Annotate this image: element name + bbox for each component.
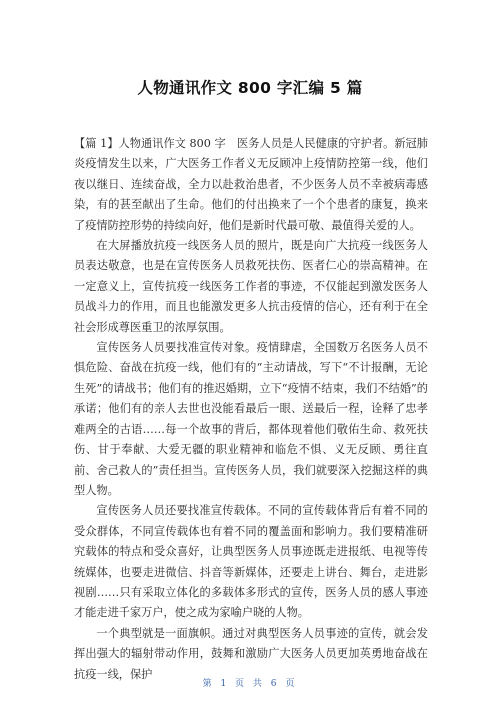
- paragraph-2: 在大屏播放抗疫一线医务人员的照片，既是向广大抗疫一线医务人员表达敬意，也是在宣传医务人员救死扶伤、医者仁心的崇高精神。在一定意义上，宣传抗疫一线医务工作者的事迹，不仅能起到激发医务人员战斗力的作用，而且也能激发更多人抗击疫情的信心，还有利于在全社会形成尊医重卫的浓厚氛围。: [74, 239, 428, 334]
- paragraph-1: 【篇 1】人物通讯作文 800 字 医务人员是人民健康的守护者。新冠肺炎疫情发生以来，广大医务工作者义无反顾冲上疫情防控第一线，他们夜以继日、连续奋战，全力以赴救治患者，不少医务人员不幸被病毒感染，有的甚至献出了生命。他们的付出换来了一个个患者的康复，换来了疫情防控形势的持续向好，他们是新时代最可敬、最值得关爱的人。: [74, 137, 428, 232]
- paragraph-5: 一个典型就是一面旗帜。通过对典型医务人员事迹的宣传，就会发挥出强大的辐射带动作用，鼓舞和激励广大医务人员更加英勇地奋战在抗疫一线，保护: [74, 626, 428, 681]
- paragraph-3: 宣传医务人员要找准宣传对象。疫情肆虐，全国数万名医务人员不惧危险、奋战在抗疫一线，他们有的“主动请战，写下“不计报酬，无论生死”的请战书；他们有的推迟婚期，立下“疫情不结束，我们不结婚”的承诺；他们有的亲人去世也没能看最后一眼、送最后一程，诠释了忠孝难两全的古语……每一个故事的背后，都体现着他们敬佑生命、救死扶伤、甘于奉献、大爱无疆的职业精神和临危不惧、义无反顾、勇往直前、舍己救人的”责任担当。宣传医务人员，我们就要深入挖掘这样的典型人物。: [74, 341, 428, 497]
- document-body: [74, 134, 428, 685]
- document-title: 人物通讯作文 800 字汇编 5 篇: [137, 79, 363, 97]
- paragraph-4: 宣传医务人员还要找准宣传载体。不同的宣传载体背后有着不同的受众群体，不同宣传载体也有着不同的覆盖面和影响力。我们要精准研究载体的特点和受众喜好，让典型医务人员事迹既走进报纸、电视等传统媒体，也要走进微信、抖音等新媒体，还要走上讲台、舞台，走进影视剧……只有采取立体化的多载体多形式的宣传，医务人员的感人事迹才能走进千家万户，使之成为家喻户晓的人物。: [74, 504, 428, 620]
- page-number-footer: 第 1 页 共 6 页: [202, 679, 298, 689]
